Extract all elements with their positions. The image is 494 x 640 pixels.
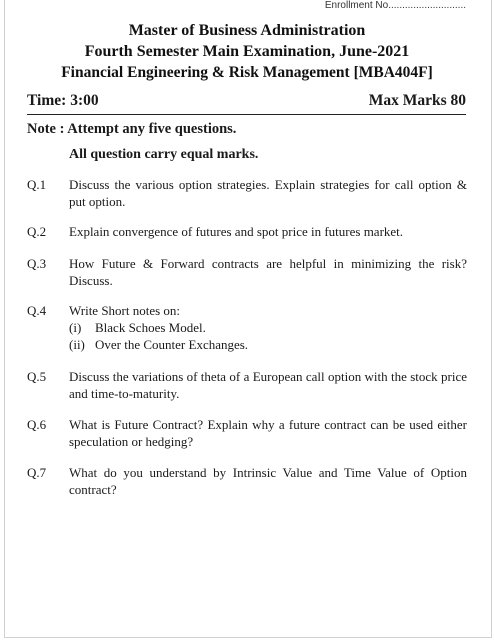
subject-title: Financial Engineering & Risk Management [MBA404F]	[61, 64, 433, 81]
question-number: Q.5	[27, 369, 47, 384]
exam-title: Fourth Semester Main Examination, June-2021	[84, 43, 410, 60]
program-title: Master of Business Administration	[128, 22, 366, 39]
sub-question	[69, 336, 467, 353]
question-number: Q.6	[27, 417, 47, 432]
question-text: What is Future Contract? Explain why a future contract can be used either speculation or hedging?	[69, 417, 467, 449]
time-label: Time: 3:00	[27, 92, 99, 109]
question-number: Q.3	[27, 256, 47, 271]
question-text: How Future & Forward contracts are helpful in minimizing the risk? Discuss.	[69, 256, 467, 288]
exam-meta-row	[27, 92, 466, 115]
enrollment-number-label: Enrollment No............................	[324, 0, 466, 11]
question-text: Discuss the variations of theta of a European call option with the stock price and time-to-maturity.	[69, 369, 467, 401]
question-text: Write Short notes on:	[69, 303, 181, 318]
question-number: Q.7	[27, 465, 47, 480]
note-equal-marks: All question carry equal marks.	[69, 147, 259, 162]
sub-question-text: Black Schoes Model.	[95, 320, 206, 335]
question-text: Discuss the various option strategies. Explain strategies for call option & put option.	[69, 177, 467, 209]
sub-question	[69, 319, 467, 336]
question-body	[69, 302, 467, 353]
sub-question-number: (ii)	[69, 337, 85, 352]
sub-question-text: Over the Counter Exchanges.	[95, 337, 249, 352]
question-number: Q.1	[27, 177, 47, 192]
question-number: Q.4	[27, 303, 47, 318]
note-instruction: Note : Attempt any five questions.	[27, 121, 237, 137]
sub-question-number: (i)	[69, 320, 82, 335]
question-text: Explain convergence of futures and spot price in futures market.	[69, 224, 404, 239]
question-number: Q.2	[27, 224, 47, 239]
question-text: What do you understand by Intrinsic Value and Time Value of Option contract?	[69, 465, 467, 497]
max-marks-label: Max Marks 80	[368, 92, 466, 109]
